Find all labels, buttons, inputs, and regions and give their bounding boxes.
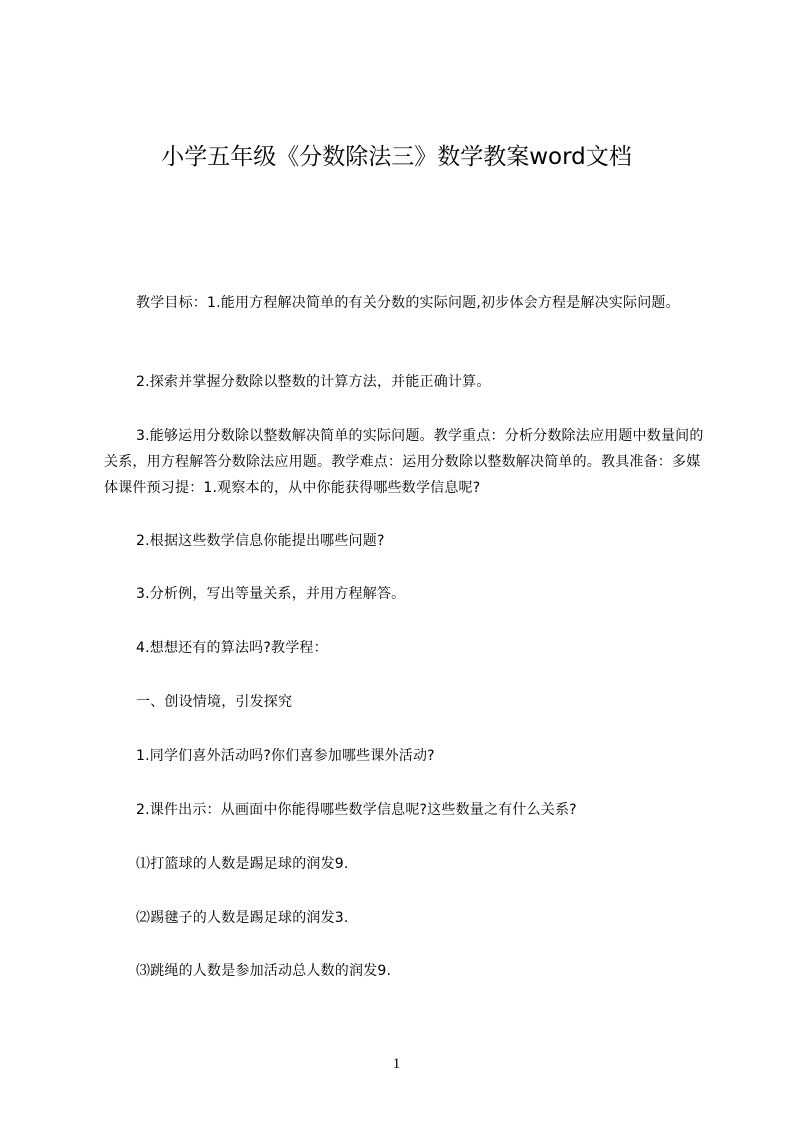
- paragraph-prep-2: 2.根据这些数学信息你能提出哪些问题?: [136, 533, 385, 549]
- paragraph-prep-3: 3.分析例，写出等量关系，并用方程解答。: [136, 586, 406, 602]
- document-title: 小学五年级《分数除法三》数学教案word文档: [161, 144, 632, 170]
- section-heading-1: 一、创设情境，引发探究: [136, 694, 293, 710]
- paragraph-goal-2: 2.探索并掌握分数除以整数的计算方法，并能正确计算。: [136, 374, 491, 390]
- paragraph-step-1: 1.同学们喜外活动吗?你们喜参加哪些课外活动?: [136, 748, 435, 764]
- paragraph-item-3: ⑶跳绳的人数是参加活动总人数的润发9.: [136, 963, 392, 979]
- paragraph-prep-4: 4.想想还有的算法吗?教学程：: [136, 640, 328, 656]
- paragraph-step-2: 2.课件出示：从画面中你能得哪些数学信息呢?这些数量之有什么关系?: [136, 802, 577, 818]
- paragraph-teaching-goal: 教学目标：1.能用方程解决简单的有关分数的实际问题,初步体会方程是解决实际问题。: [136, 295, 680, 311]
- page-number: 1: [392, 1056, 401, 1072]
- paragraph-item-1: ⑴打篮球的人数是踢足球的润发9.: [136, 856, 349, 872]
- paragraph-item-2: ⑵踢毽子的人数是踢足球的润发3.: [136, 910, 349, 926]
- paragraph-goal-3: 3.能够运用分数除以整数解决简单的实际问题。教学重点：分析分数除法应用题中数量间的关系，用方程解答分数除法应用题。教学难点：运用分数除以整数解决简单的。教具准备：多媒体课件预习提：1.观察本的，从中你能获得哪些数学信息呢?: [104, 428, 704, 496]
